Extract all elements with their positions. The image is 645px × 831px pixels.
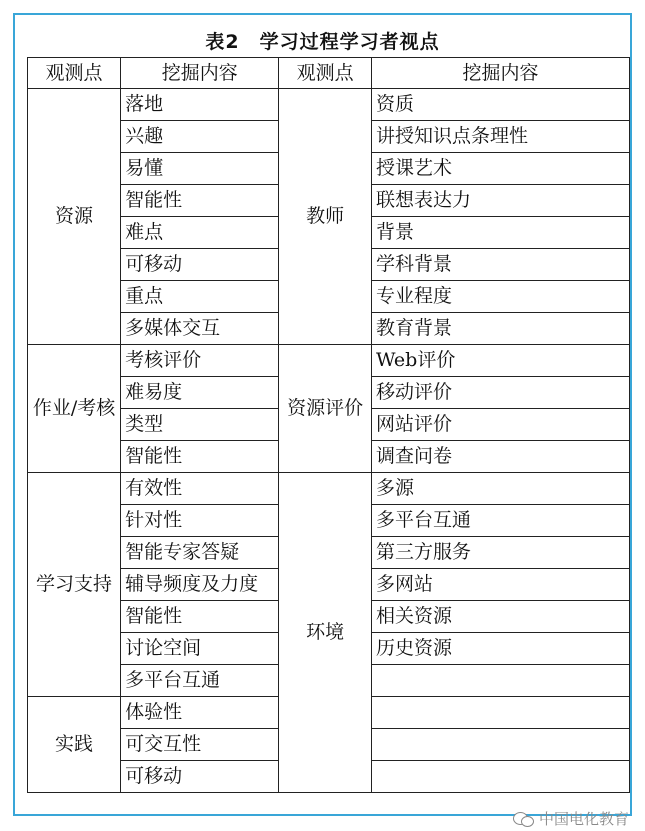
- content-cell: 兴趣: [121, 121, 279, 153]
- content-cell: 调查问卷: [371, 441, 629, 473]
- content-cell: 重点: [121, 281, 279, 313]
- header-cell: 观测点: [279, 58, 372, 89]
- content-cell: 背景: [371, 217, 629, 249]
- content-cell: 学科背景: [371, 249, 629, 281]
- content-cell: [371, 697, 629, 729]
- header-cell: 观测点: [28, 58, 121, 89]
- group-label: 资源评价: [279, 345, 372, 473]
- content-cell: 资质: [371, 89, 629, 121]
- content-cell: 联想表达力: [371, 185, 629, 217]
- content-cell: 网站评价: [371, 409, 629, 441]
- group-label: 教师: [279, 89, 372, 345]
- header-cell: 挖掘内容: [121, 58, 279, 89]
- content-cell: 可交互性: [121, 729, 279, 761]
- table-row: [28, 89, 630, 121]
- content-cell: [371, 665, 629, 697]
- group-label: 实践: [28, 697, 121, 793]
- content-cell: 多平台互通: [371, 505, 629, 537]
- content-cell: 难易度: [121, 377, 279, 409]
- content-cell: [371, 729, 629, 761]
- header-cell: 挖掘内容: [371, 58, 629, 89]
- content-cell: 多媒体交互: [121, 313, 279, 345]
- content-cell: 可移动: [121, 761, 279, 793]
- content-cell: 类型: [121, 409, 279, 441]
- content-cell: 体验性: [121, 697, 279, 729]
- content-cell: 智能专家答疑: [121, 537, 279, 569]
- content-cell: 考核评价: [121, 345, 279, 377]
- content-cell: 落地: [121, 89, 279, 121]
- watermark: [513, 808, 629, 829]
- content-cell: 多网站: [371, 569, 629, 601]
- content-cell: 智能性: [121, 441, 279, 473]
- content-cell: 针对性: [121, 505, 279, 537]
- watermark-text: 中国电化教育: [538, 810, 629, 828]
- content-cell: 多源: [371, 473, 629, 505]
- content-cell: [371, 761, 629, 793]
- content-cell: 讨论空间: [121, 633, 279, 665]
- content-cell: 智能性: [121, 185, 279, 217]
- content-cell: 多平台互通: [121, 665, 279, 697]
- content-cell: 易懂: [121, 153, 279, 185]
- table-frame: [13, 13, 632, 816]
- content-cell: 难点: [121, 217, 279, 249]
- content-cell: 辅导频度及力度: [121, 569, 279, 601]
- table-row: [28, 345, 630, 377]
- content-cell: 讲授知识点条理性: [371, 121, 629, 153]
- group-label: 环境: [279, 473, 372, 793]
- content-cell: 智能性: [121, 601, 279, 633]
- content-cell: 授课艺术: [371, 153, 629, 185]
- data-table: [27, 57, 630, 793]
- content-cell: 第三方服务: [371, 537, 629, 569]
- group-label: 资源: [28, 89, 121, 345]
- wechat-icon: [513, 811, 535, 827]
- content-cell: 专业程度: [371, 281, 629, 313]
- group-label: 作业/考核: [28, 345, 121, 473]
- table-title: 表2 学习过程学习者视点: [205, 31, 440, 53]
- content-cell: 有效性: [121, 473, 279, 505]
- content-cell: 历史资源: [371, 633, 629, 665]
- table-row: [28, 473, 630, 505]
- content-cell: 教育背景: [371, 313, 629, 345]
- group-label: 学习支持: [28, 473, 121, 697]
- content-cell: Web评价: [371, 345, 629, 377]
- content-cell: 可移动: [121, 249, 279, 281]
- content-cell: 移动评价: [371, 377, 629, 409]
- content-cell: 相关资源: [371, 601, 629, 633]
- header-row: [28, 58, 630, 89]
